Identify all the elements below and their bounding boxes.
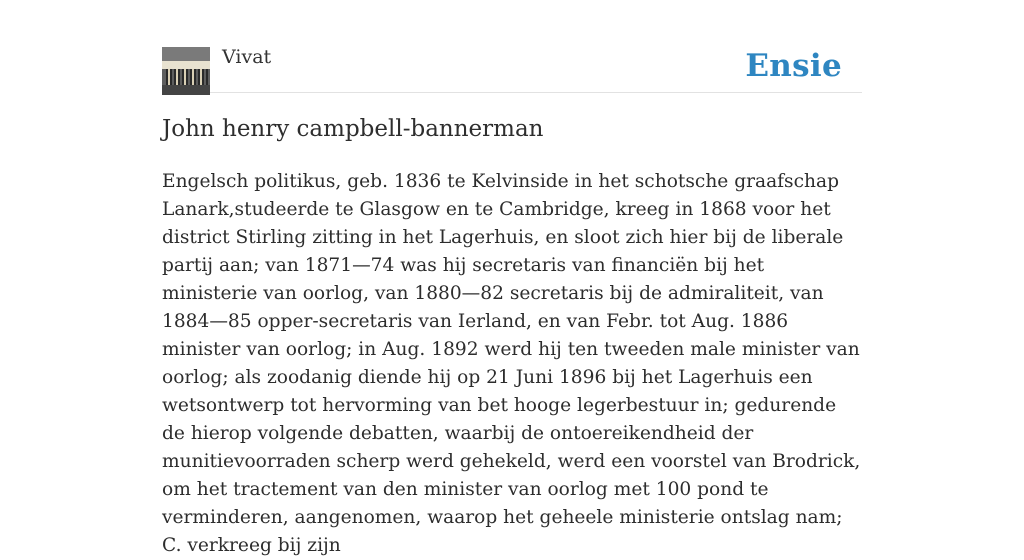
author-link[interactable]: Vivat	[222, 46, 272, 68]
page-container	[162, 0, 862, 556]
page-header	[162, 0, 862, 93]
page-title: John henry campbell-bannerman	[162, 116, 544, 142]
avatar[interactable]	[162, 47, 210, 95]
avatar-image	[162, 47, 210, 95]
brand-logo[interactable]: Ensie	[745, 48, 842, 84]
article-body: Engelsch politikus, geb. 1836 te Kelvinside in het schotsche graafschap Lanark,studeerde te Glasgow en te Cambridge, kreeg in 1868 voor het district Stirling zitting in het Lagerhuis, en sloot zich hier bij de liberale partij aan; van 1871—74 was hij secretaris van financiën bij het ministerie van oorlog, van 1880—82 secretaris bij de admiraliteit, van 1884—85 opper-secretaris van Ierland, en van Febr. tot Aug. 1886 minister van oorlog; in Aug. 1892 werd hij ten tweeden male minister van oorlog; als zoodanig diende hij op 21 Juni 1896 bij het Lagerhuis een wetsontwerp tot hervorming van bet hooge legerbestuur in; gedurende de hierop volgende debatten, waarbij de ontoereikendheid der munitievoorraden scherp werd gehekeld, werd een voorstel van Brodrick, om het tractement van den minister van oorlog met 100 pond te verminderen, aangenomen, waarop het geheele ministerie ontslag nam; C. verkreeg bij zijn	[162, 171, 861, 556]
